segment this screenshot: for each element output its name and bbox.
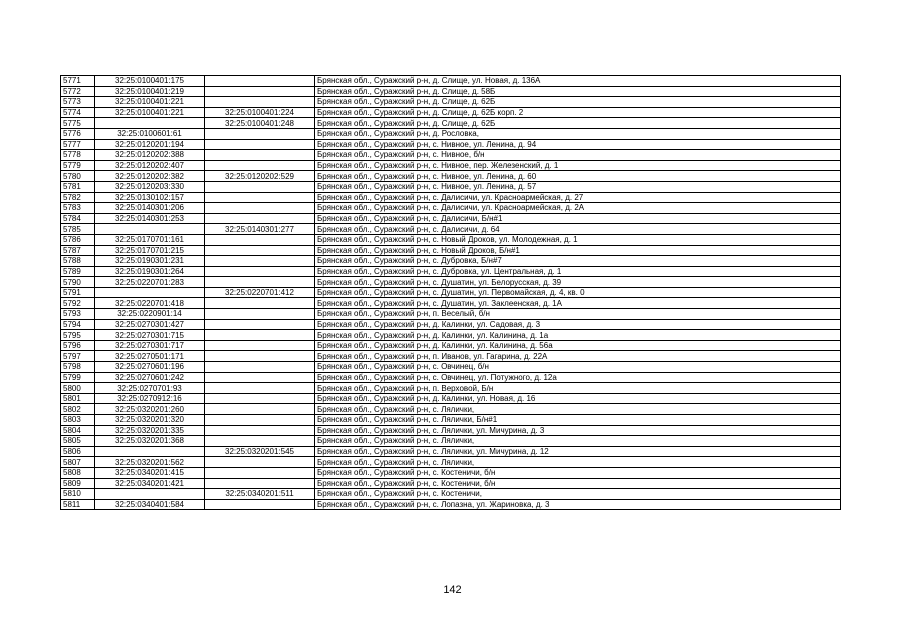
address-cell: Брянская обл., Суражский р-н, с. Лялички, xyxy=(315,457,841,468)
row-number-cell: 5778 xyxy=(61,150,95,161)
table-row xyxy=(61,436,841,447)
row-number-cell: 5780 xyxy=(61,171,95,182)
address-cell: Брянская обл., Суражский р-н, д. Слище, д. 62Б xyxy=(315,97,841,108)
table-row xyxy=(61,76,841,87)
cadastral-number-cell: 32:25:0320201:562 xyxy=(95,457,205,468)
cadastral-number-cell: 32:25:0270301:715 xyxy=(95,330,205,341)
cadastral-number-cell: 32:25:0270701:93 xyxy=(95,383,205,394)
linked-cadastral-number-cell xyxy=(205,425,315,436)
linked-cadastral-number-cell xyxy=(205,436,315,447)
linked-cadastral-number-cell xyxy=(205,76,315,87)
cadastral-number-cell xyxy=(95,118,205,129)
cadastral-number-cell: 32:25:0100401:221 xyxy=(95,97,205,108)
cadastral-number-cell: 32:25:0190301:264 xyxy=(95,266,205,277)
linked-cadastral-number-cell xyxy=(205,160,315,171)
table-row xyxy=(61,362,841,373)
cadastral-number-cell xyxy=(95,446,205,457)
address-cell: Брянская обл., Суражский р-н, с. Нивное, ул. Ленина, д. 60 xyxy=(315,171,841,182)
address-cell: Брянская обл., Суражский р-н, д. Слище, д. 58Б xyxy=(315,86,841,97)
table-row xyxy=(61,245,841,256)
row-number-cell: 5810 xyxy=(61,489,95,500)
table-row xyxy=(61,319,841,330)
row-number-cell: 5772 xyxy=(61,86,95,97)
cadastral-number-cell: 32:25:0130102:157 xyxy=(95,192,205,203)
cadastral-number-cell: 32:25:0140301:206 xyxy=(95,203,205,214)
linked-cadastral-number-cell xyxy=(205,150,315,161)
row-number-cell: 5790 xyxy=(61,277,95,288)
linked-cadastral-number-cell xyxy=(205,213,315,224)
cadastral-number-cell: 32:25:0340401:584 xyxy=(95,499,205,510)
linked-cadastral-number-cell xyxy=(205,298,315,309)
table-row xyxy=(61,457,841,468)
linked-cadastral-number-cell xyxy=(205,245,315,256)
row-number-cell: 5785 xyxy=(61,224,95,235)
linked-cadastral-number-cell xyxy=(205,128,315,139)
address-cell: Брянская обл., Суражский р-н, с. Душатин, ул. Заклеенская, д. 1А xyxy=(315,298,841,309)
row-number-cell: 5795 xyxy=(61,330,95,341)
table-row xyxy=(61,499,841,510)
cadastral-number-cell: 32:25:0120201:194 xyxy=(95,139,205,150)
row-number-cell: 5782 xyxy=(61,192,95,203)
address-cell: Брянская обл., Суражский р-н, с. Овчинец, б/н xyxy=(315,362,841,373)
address-cell: Брянская обл., Суражский р-н, д. Слище, д. 62Б корп. 2 xyxy=(315,107,841,118)
address-cell: Брянская обл., Суражский р-н, д. Калинки, ул. Новая, д. 16 xyxy=(315,393,841,404)
table-row xyxy=(61,298,841,309)
address-cell: Брянская обл., Суражский р-н, с. Новый Дроков, ул. Молодежная, д. 1 xyxy=(315,234,841,245)
linked-cadastral-number-cell xyxy=(205,203,315,214)
linked-cadastral-number-cell xyxy=(205,351,315,362)
table-row xyxy=(61,415,841,426)
address-cell: Брянская обл., Суражский р-н, с. Костеничи, xyxy=(315,489,841,500)
address-cell: Брянская обл., Суражский р-н, с. Нивное, ул. Ленина, д. 94 xyxy=(315,139,841,150)
table-row xyxy=(61,213,841,224)
linked-cadastral-number-cell xyxy=(205,499,315,510)
row-number-cell: 5771 xyxy=(61,76,95,87)
cadastral-number-cell: 32:25:0170701:161 xyxy=(95,234,205,245)
row-number-cell: 5808 xyxy=(61,467,95,478)
row-number-cell: 5784 xyxy=(61,213,95,224)
linked-cadastral-number-cell xyxy=(205,467,315,478)
linked-cadastral-number-cell xyxy=(205,181,315,192)
address-cell: Брянская обл., Суражский р-н, с. Овчинец, ул. Потужного, д. 12а xyxy=(315,372,841,383)
address-cell: Брянская обл., Суражский р-н, с. Костеничи, б/н xyxy=(315,478,841,489)
cadastral-number-cell: 32:25:0340201:421 xyxy=(95,478,205,489)
table-row xyxy=(61,139,841,150)
row-number-cell: 5789 xyxy=(61,266,95,277)
cadastral-number-cell xyxy=(95,224,205,235)
cadastral-number-cell: 32:25:0120202:382 xyxy=(95,171,205,182)
cadastral-number-cell: 32:25:0120202:388 xyxy=(95,150,205,161)
row-number-cell: 5807 xyxy=(61,457,95,468)
table-row xyxy=(61,150,841,161)
address-cell: Брянская обл., Суражский р-н, д. Калинки, ул. Садовая, д. 3 xyxy=(315,319,841,330)
row-number-cell: 5783 xyxy=(61,203,95,214)
linked-cadastral-number-cell xyxy=(205,309,315,320)
table-row xyxy=(61,192,841,203)
table-row xyxy=(61,467,841,478)
table-row xyxy=(61,97,841,108)
cadastral-number-cell xyxy=(95,287,205,298)
table-row xyxy=(61,446,841,457)
row-number-cell: 5797 xyxy=(61,351,95,362)
row-number-cell: 5796 xyxy=(61,340,95,351)
linked-cadastral-number-cell: 32:25:0100401:224 xyxy=(205,107,315,118)
address-cell: Брянская обл., Суражский р-н, с. Дубровка, ул. Центральная, д. 1 xyxy=(315,266,841,277)
linked-cadastral-number-cell xyxy=(205,97,315,108)
address-cell: Брянская обл., Суражский р-н, с. Нивное, б/н xyxy=(315,150,841,161)
table-row xyxy=(61,224,841,235)
row-number-cell: 5803 xyxy=(61,415,95,426)
address-cell: Брянская обл., Суражский р-н, д. Слище, д. 62Б xyxy=(315,118,841,129)
address-cell: Брянская обл., Суражский р-н, п. Иванов, ул. Гагарина, д. 22А xyxy=(315,351,841,362)
row-number-cell: 5779 xyxy=(61,160,95,171)
address-cell: Брянская обл., Суражский р-н, с. Лопазна, ул. Жариновка, д. 3 xyxy=(315,499,841,510)
table-body xyxy=(61,76,841,510)
table-row xyxy=(61,128,841,139)
row-number-cell: 5776 xyxy=(61,128,95,139)
row-number-cell: 5801 xyxy=(61,393,95,404)
cadastral-number-cell: 32:25:0220701:418 xyxy=(95,298,205,309)
table-row xyxy=(61,478,841,489)
cadastral-number-cell: 32:25:0320201:335 xyxy=(95,425,205,436)
table-row xyxy=(61,277,841,288)
cadastral-number-cell: 32:25:0270912:16 xyxy=(95,393,205,404)
table-row xyxy=(61,118,841,129)
cadastral-number-cell: 32:25:0340201:415 xyxy=(95,467,205,478)
table-row xyxy=(61,181,841,192)
cadastral-number-cell: 32:25:0120203:330 xyxy=(95,181,205,192)
linked-cadastral-number-cell xyxy=(205,330,315,341)
row-number-cell: 5777 xyxy=(61,139,95,150)
address-cell: Брянская обл., Суражский р-н, с. Далисичи, ул. Красноармейская, д. 2А xyxy=(315,203,841,214)
linked-cadastral-number-cell xyxy=(205,372,315,383)
linked-cadastral-number-cell: 32:25:0340201:511 xyxy=(205,489,315,500)
linked-cadastral-number-cell: 32:25:0100401:248 xyxy=(205,118,315,129)
row-number-cell: 5802 xyxy=(61,404,95,415)
cadastral-number-cell: 32:25:0190301:231 xyxy=(95,256,205,267)
row-number-cell: 5775 xyxy=(61,118,95,129)
linked-cadastral-number-cell: 32:25:0140301:277 xyxy=(205,224,315,235)
address-cell: Брянская обл., Суражский р-н, с. Нивное, пер. Железенский, д. 1 xyxy=(315,160,841,171)
cadastral-number-cell: 32:25:0220901:14 xyxy=(95,309,205,320)
table-row xyxy=(61,203,841,214)
table-row xyxy=(61,234,841,245)
cadastral-number-cell: 32:25:0100401:219 xyxy=(95,86,205,97)
row-number-cell: 5773 xyxy=(61,97,95,108)
address-cell: Брянская обл., Суражский р-н, с. Костеничи, б/н xyxy=(315,467,841,478)
cadastral-number-cell: 32:25:0140301:253 xyxy=(95,213,205,224)
linked-cadastral-number-cell xyxy=(205,478,315,489)
address-cell: Брянская обл., Суражский р-н, п. Верховой, Б/н xyxy=(315,383,841,394)
cadastral-number-cell: 32:25:0270601:242 xyxy=(95,372,205,383)
linked-cadastral-number-cell xyxy=(205,340,315,351)
cadastral-table xyxy=(60,75,841,510)
table-row xyxy=(61,171,841,182)
address-cell: Брянская обл., Суражский р-н, с. Далисичи, ул. Красноармейская, д. 27 xyxy=(315,192,841,203)
page-number: 142 xyxy=(443,584,462,596)
table-row xyxy=(61,372,841,383)
row-number-cell: 5792 xyxy=(61,298,95,309)
row-number-cell: 5805 xyxy=(61,436,95,447)
row-number-cell: 5786 xyxy=(61,234,95,245)
linked-cadastral-number-cell xyxy=(205,362,315,373)
linked-cadastral-number-cell xyxy=(205,415,315,426)
address-cell: Брянская обл., Суражский р-н, с. Далисичи, д. 64 xyxy=(315,224,841,235)
row-number-cell: 5804 xyxy=(61,425,95,436)
linked-cadastral-number-cell: 32:25:0120202:529 xyxy=(205,171,315,182)
row-number-cell: 5793 xyxy=(61,309,95,320)
cadastral-number-cell: 32:25:0120202:407 xyxy=(95,160,205,171)
row-number-cell: 5806 xyxy=(61,446,95,457)
linked-cadastral-number-cell xyxy=(205,86,315,97)
address-cell: Брянская обл., Суражский р-н, с. Лялички, Б/н#1 xyxy=(315,415,841,426)
row-number-cell: 5791 xyxy=(61,287,95,298)
cadastral-number-cell: 32:25:0100401:221 xyxy=(95,107,205,118)
address-cell: Брянская обл., Суражский р-н, д. Калинки, ул. Калинина, д. 1а xyxy=(315,330,841,341)
row-number-cell: 5794 xyxy=(61,319,95,330)
row-number-cell: 5809 xyxy=(61,478,95,489)
address-cell: Брянская обл., Суражский р-н, с. Нивное, ул. Ленина, д. 57 xyxy=(315,181,841,192)
cadastral-number-cell: 32:25:0270601:196 xyxy=(95,362,205,373)
table-row xyxy=(61,330,841,341)
row-number-cell: 5799 xyxy=(61,372,95,383)
table-row xyxy=(61,404,841,415)
row-number-cell: 5788 xyxy=(61,256,95,267)
linked-cadastral-number-cell xyxy=(205,404,315,415)
cadastral-number-cell: 32:25:0270301:717 xyxy=(95,340,205,351)
table-row xyxy=(61,340,841,351)
table-row xyxy=(61,351,841,362)
address-cell: Брянская обл., Суражский р-н, с. Далисичи, Б/н#1 xyxy=(315,213,841,224)
row-number-cell: 5774 xyxy=(61,107,95,118)
cadastral-number-cell xyxy=(95,489,205,500)
address-cell: Брянская обл., Суражский р-н, с. Лялички, ул. Мичурина, д. 3 xyxy=(315,425,841,436)
linked-cadastral-number-cell xyxy=(205,192,315,203)
address-cell: Брянская обл., Суражский р-н, с. Лялички, xyxy=(315,404,841,415)
linked-cadastral-number-cell xyxy=(205,256,315,267)
linked-cadastral-number-cell xyxy=(205,457,315,468)
table-row xyxy=(61,266,841,277)
address-cell: Брянская обл., Суражский р-н, п. Веселый, б/н xyxy=(315,309,841,320)
linked-cadastral-number-cell xyxy=(205,383,315,394)
cadastral-number-cell: 32:25:0270501:171 xyxy=(95,351,205,362)
address-cell: Брянская обл., Суражский р-н, с. Лялички, ул. Мичурина, д. 12 xyxy=(315,446,841,457)
table-row xyxy=(61,160,841,171)
table-row xyxy=(61,383,841,394)
address-cell: Брянская обл., Суражский р-н, д. Рословка, xyxy=(315,128,841,139)
address-cell: Брянская обл., Суражский р-н, с. Дубровка, Б/н#7 xyxy=(315,256,841,267)
address-cell: Брянская обл., Суражский р-н, с. Душатин, ул. Белорусская, д. 39 xyxy=(315,277,841,288)
cadastral-number-cell: 32:25:0220701:283 xyxy=(95,277,205,288)
row-number-cell: 5787 xyxy=(61,245,95,256)
address-cell: Брянская обл., Суражский р-н, с. Новый Дроков, Б/н#1 xyxy=(315,245,841,256)
cadastral-number-cell: 32:25:0320201:368 xyxy=(95,436,205,447)
cadastral-number-cell: 32:25:0320201:260 xyxy=(95,404,205,415)
table-row xyxy=(61,287,841,298)
table-row xyxy=(61,425,841,436)
row-number-cell: 5798 xyxy=(61,362,95,373)
linked-cadastral-number-cell xyxy=(205,393,315,404)
table-row xyxy=(61,107,841,118)
linked-cadastral-number-cell: 32:25:0220701:412 xyxy=(205,287,315,298)
linked-cadastral-number-cell xyxy=(205,266,315,277)
table-row xyxy=(61,393,841,404)
cadastral-number-cell: 32:25:0270301:427 xyxy=(95,319,205,330)
linked-cadastral-number-cell xyxy=(205,139,315,150)
cadastral-number-cell: 32:25:0100601:61 xyxy=(95,128,205,139)
cadastral-number-cell: 32:25:0100401:175 xyxy=(95,76,205,87)
row-number-cell: 5811 xyxy=(61,499,95,510)
linked-cadastral-number-cell xyxy=(205,319,315,330)
linked-cadastral-number-cell xyxy=(205,234,315,245)
linked-cadastral-number-cell: 32:25:0320201:545 xyxy=(205,446,315,457)
address-cell: Брянская обл., Суражский р-н, д. Калинки, ул. Калинина, д. 56а xyxy=(315,340,841,351)
cadastral-number-cell: 32:25:0320201:320 xyxy=(95,415,205,426)
table-row xyxy=(61,309,841,320)
address-cell: Брянская обл., Суражский р-н, д. Слище, ул. Новая, д. 136А xyxy=(315,76,841,87)
linked-cadastral-number-cell xyxy=(205,277,315,288)
cadastral-number-cell: 32:25:0170701:215 xyxy=(95,245,205,256)
address-cell: Брянская обл., Суражский р-н, с. Душатин, ул. Первомайская, д. 4, кв. 0 xyxy=(315,287,841,298)
row-number-cell: 5781 xyxy=(61,181,95,192)
table-row xyxy=(61,489,841,500)
address-cell: Брянская обл., Суражский р-н, с. Лялички, xyxy=(315,436,841,447)
table-row xyxy=(61,86,841,97)
table-row xyxy=(61,256,841,267)
row-number-cell: 5800 xyxy=(61,383,95,394)
